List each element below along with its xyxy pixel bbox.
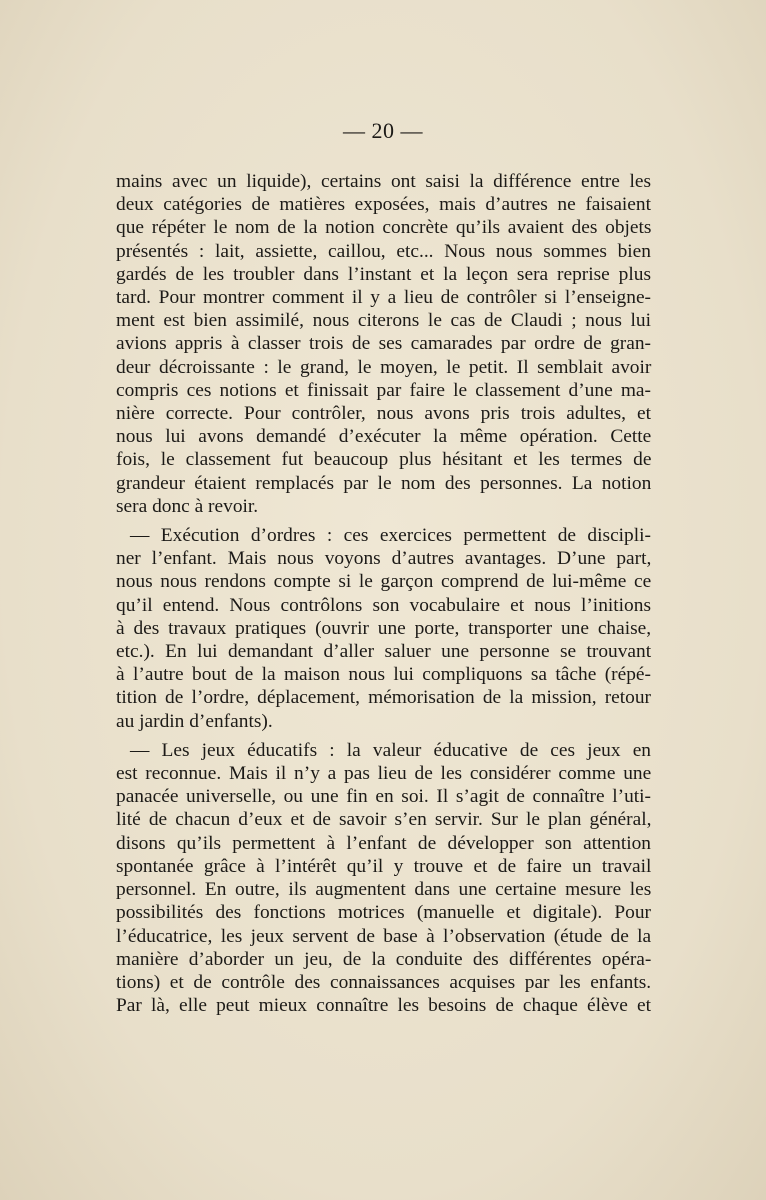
text-line: nous nous rendons compte si le garçon comprend de lui-même ce (116, 571, 652, 593)
text-line: est reconnue. Mais il n’y a pas lieu de les considérer comme une (116, 763, 652, 785)
text-line: à l’autre bout de la maison nous lui compliquons sa tâche (répé- (116, 664, 651, 686)
text-line: deur décroissante : le grand, le moyen, le petit. Il semblait avoir (116, 356, 652, 378)
text-line: que répéter le nom de la notion concrète qu’ils avaient des objets (116, 217, 652, 239)
text-line: nière correcte. Pour contrôler, nous avons pris trois adultes, et (116, 403, 651, 425)
text-line: panacée universelle, ou une fin en soi. Il s’agit de connaître l’uti- (116, 786, 651, 808)
text-line: personnel. En outre, ils augmentent dans une certaine mesure les (116, 879, 652, 901)
text-line: lité de chacun d’eux et de savoir s’en servir. Sur le plan général, (116, 809, 652, 831)
text-line: — Les jeux éducatifs : la valeur éducative de ces jeux en (130, 739, 651, 761)
text-line: etc.). En lui demandant d’aller saluer une personne se trouvant (116, 641, 652, 663)
paragraph-3 (116, 739, 651, 1017)
text-line: tard. Pour montrer comment il y a lieu de contrôler si l’enseigne- (116, 287, 652, 309)
text-line: ner l’enfant. Mais nous voyons d’autres avantages. D’une part, (116, 548, 652, 570)
page-number: — 20 — (343, 118, 423, 143)
body-text (116, 170, 651, 1023)
text-line: au jardin d’enfants). (116, 710, 273, 732)
text-line: à des travaux pratiques (ouvrir une porte, transporter une chaise, (116, 617, 652, 639)
text-line: avions appris à classer trois de ses camarades par ordre de gran- (116, 333, 651, 355)
paragraph-2 (116, 524, 651, 733)
text-line: qu’il entend. Nous contrôlons son vocabulaire et nous l’initions (116, 594, 651, 616)
text-line: ment est bien assimilé, nous citerons le cas de Claudi ; nous lui (116, 310, 651, 332)
text-line: tition de l’ordre, déplacement, mémorisation de la mission, retour (116, 687, 651, 709)
text-line: nous lui avons demandé d’exécuter la même opération. Cette (116, 426, 652, 448)
text-line: Par là, elle peut mieux connaître les besoins de chaque élève et (116, 995, 651, 1017)
text-line: grandeur étaient remplacés par le nom des personnes. La notion (116, 472, 652, 494)
text-line: gardés de les troubler dans l’instant et la leçon sera reprise plus (116, 263, 651, 285)
text-line: mains avec un liquide), certains ont saisi la différence entre les (116, 171, 651, 192)
text-line: l’éducatrice, les jeux servent de base à l’observation (étude de la (116, 925, 652, 947)
text-line: compris ces notions et finissait par faire le classement d’une ma- (116, 379, 651, 401)
text-line: disons qu’ils permettent à l’enfant de développer son attention (116, 832, 651, 854)
text-line: spontanée grâce à l’intérêt qu’il y trouve et de faire un travail (116, 855, 652, 877)
text-line: fois, le classement fut beaucoup plus hésitant et les termes de (116, 449, 652, 471)
text-line: manière d’aborder un jeu, de la conduite des différentes opéra- (116, 948, 652, 970)
paragraph-1 (116, 170, 651, 518)
text-line: — Exécution d’ordres : ces exercices permettent de discipli- (130, 525, 651, 547)
text-line: deux catégories de matières exposées, mais d’autres ne faisaient (116, 194, 651, 216)
text-line: présentés : lait, assiette, caillou, etc... Nous nous sommes bien (116, 240, 651, 262)
text-line: sera donc à revoir. (116, 495, 259, 517)
text-line: possibilités des fonctions motrices (manuelle et digitale). Pour (116, 902, 651, 924)
text-line: tions) et de contrôle des connaissances acquises par les enfants. (116, 971, 652, 993)
